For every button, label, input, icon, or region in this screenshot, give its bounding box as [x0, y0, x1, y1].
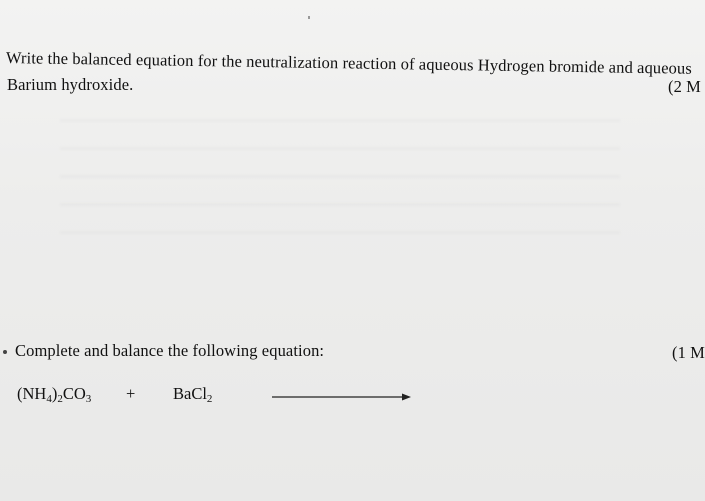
question-2-bullet — [3, 350, 7, 354]
reactant-1-subscript-2: 2 — [57, 393, 63, 405]
question-1-line-2: Barium hydroxide. — [7, 75, 134, 94]
reactant-1-text: (NH — [17, 384, 47, 403]
stray-mark — [308, 16, 310, 19]
reactant-1-text-2: ) — [51, 384, 58, 403]
question-2-prompt: Complete and balance the following equation: — [15, 341, 325, 360]
reactant-1-text-3: CO — [62, 384, 86, 403]
reactant-2-text: BaCl — [173, 384, 207, 403]
bleed-through-text — [60, 105, 620, 255]
question-2-marks: (1 M — [672, 343, 705, 362]
reactant-2-subscript: 2 — [206, 393, 213, 405]
reactant-1-subscript-3: 3 — [85, 393, 92, 405]
reactant-ammonium-carbonate — [17, 384, 91, 405]
reactant-barium-chloride — [173, 384, 212, 405]
right-arrow-icon — [272, 390, 412, 404]
question-1-marks: (2 M — [668, 77, 701, 96]
question-1-line-1: Write the balanced equation for the neutralization reaction of aqueous Hydrogen bromide and aqueous — [5, 48, 693, 78]
plus-sign: + — [126, 384, 136, 403]
reactant-1-subscript: 4 — [46, 393, 52, 405]
